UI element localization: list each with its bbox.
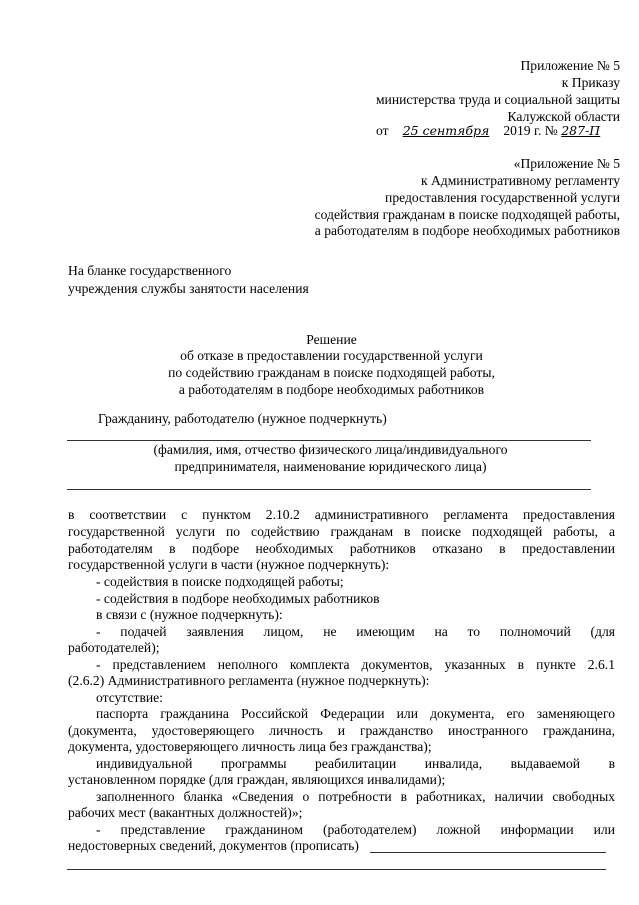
handwritten-order-number: 287-П xyxy=(561,123,601,138)
absence-item: индивидуальной программы реабилитации инвалида, выдаваемой в xyxy=(96,756,615,771)
absence-item: (документа, удостоверяющего личность и гражданство иностранного гражданина, xyxy=(68,723,615,738)
absence-item: рабочих мест (вакантных должностей)»; xyxy=(68,805,303,820)
header-line: Приложение № 5 xyxy=(520,58,620,73)
body-line: в соответствии с пунктом 2.10.2 административного регламента предоставления xyxy=(68,507,615,522)
body-line: государственной услуги в части (нужное подчеркнуть): xyxy=(68,557,390,572)
addressee-hint: предпринимателя, наименование юридического лица) xyxy=(174,459,487,474)
reason-item: работодателей); xyxy=(68,640,160,655)
blank-note: На бланке государственного xyxy=(68,263,232,278)
fill-line xyxy=(67,489,591,490)
reason-item: - представление гражданином (работодателем) ложной информации или xyxy=(96,822,615,837)
appendix-line: к Административному регламенту xyxy=(420,173,620,188)
appendix-line: «Приложение № 5 xyxy=(513,156,620,171)
fill-line xyxy=(67,440,591,441)
option-item: - содействия в подборе необходимых работников xyxy=(96,591,380,606)
appendix-line: а работодателям в подборе необходимых работников xyxy=(314,223,620,238)
absence-item: заполненного бланка «Сведения о потребности в работниках, наличии свободных xyxy=(96,789,615,804)
appendix-line: содействия гражданам в поиске подходящей работы, xyxy=(314,207,620,222)
body-line: работодателям в подборе необходимых работников отказано в предоставлении xyxy=(68,541,615,556)
addressee-line: Гражданину, работодателю (нужное подчеркнуть) xyxy=(98,411,387,426)
absence-item: паспорта гражданина Российской Федерации или документа, его заменяющего xyxy=(96,706,615,721)
option-item: - содействия в поиске подходящей работы; xyxy=(96,574,344,589)
header-line: министерства труда и социальной защиты xyxy=(375,92,620,107)
document-title: Решение xyxy=(306,332,357,347)
reason-item: (2.6.2) Административного регламента (нужное подчеркнуть): xyxy=(68,673,430,688)
blank-note: учреждения службы занятости населения xyxy=(68,281,309,296)
header-line: Калужской области xyxy=(507,109,620,124)
addressee-hint: (фамилия, имя, отчество физического лица/индивидуального xyxy=(153,442,508,457)
absence-header: отсутствие: xyxy=(96,690,163,705)
fill-line xyxy=(67,869,606,870)
header-line: к Приказу xyxy=(561,75,620,90)
from-label: от xyxy=(376,123,389,138)
handwritten-date: 25 сентября xyxy=(402,123,490,138)
order-date-line xyxy=(376,123,600,139)
document-subtitle: а работодателям в подборе необходимых работников xyxy=(178,382,485,397)
document-subtitle: по содействию гражданам в поиске подходящей работы, xyxy=(168,365,495,380)
reason-item: - подачей заявления лицом, не имеющим на то полномочий (для xyxy=(96,624,615,639)
document-subtitle: об отказе в предоставлении государственной услуги xyxy=(180,348,483,363)
year-label: 2019 г. № xyxy=(503,123,558,138)
reason-item: - представлением неполного комплекта документов, указанных в пункте 2.6.1 xyxy=(96,657,615,672)
absence-item: документа, удостоверяющего личность лица без гражданства); xyxy=(68,739,432,754)
fill-line xyxy=(370,852,606,853)
reason-item: недостоверных сведений, документов (прописать) xyxy=(68,838,359,853)
absence-item: установленном порядке (для граждан, являющихся инвалидами); xyxy=(68,772,446,787)
reason-header: в связи с (нужное подчеркнуть): xyxy=(96,607,283,622)
appendix-line: предоставления государственной услуги xyxy=(385,190,620,205)
body-line: государственной услуги по содействию гражданам в поиске подходящей работы, а xyxy=(68,524,615,539)
